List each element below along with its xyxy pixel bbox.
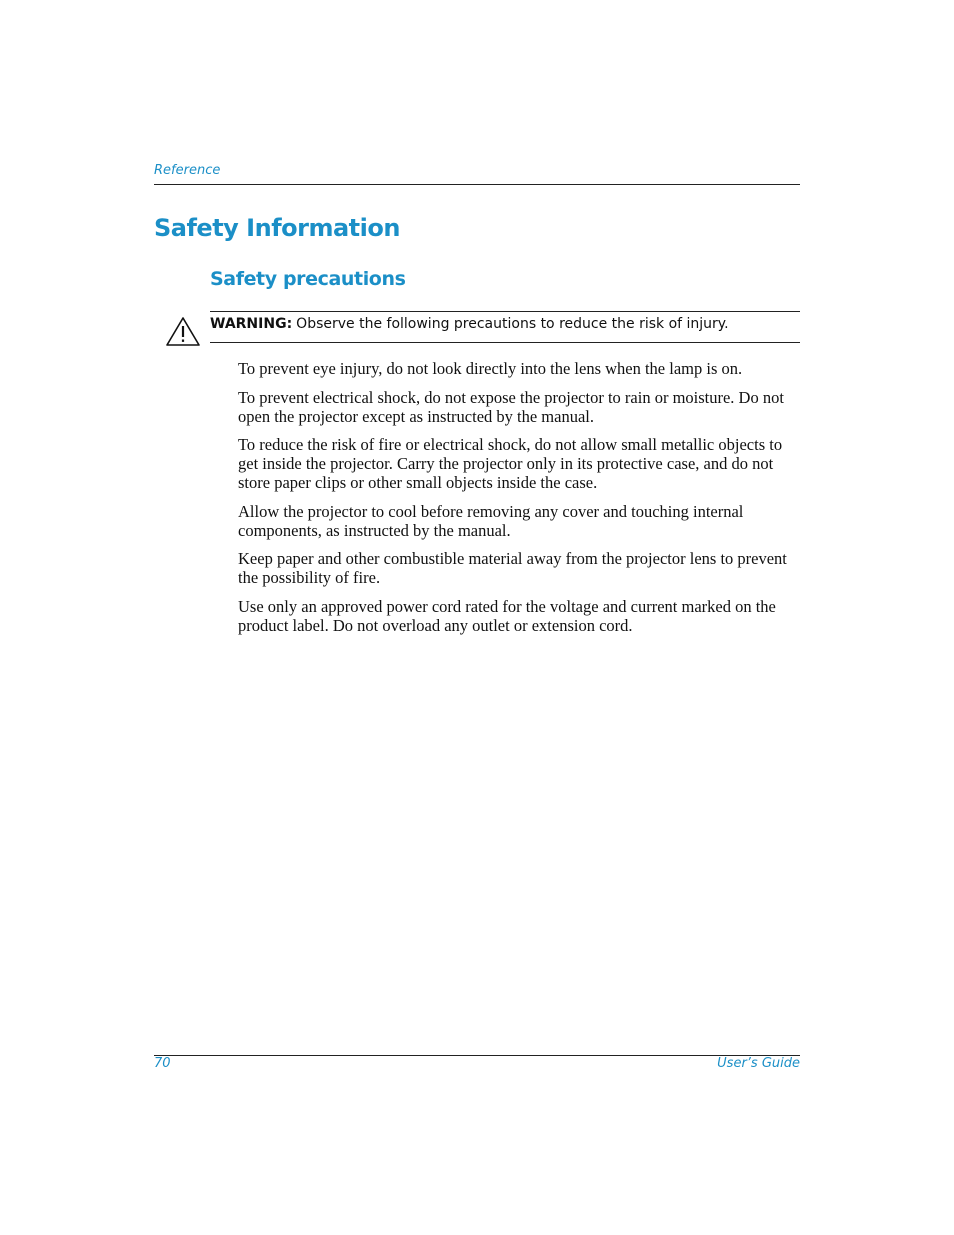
precaution-paragraph: Use only an approved power cord rated for the voltage and current marked on the product label. Do not overload any outlet or extension cord. bbox=[238, 596, 776, 635]
warning-top-rule bbox=[210, 311, 800, 312]
warning-label: WARNING: bbox=[210, 316, 293, 332]
precaution-paragraph: To prevent electrical shock, do not expose the projector to rain or moisture. Do not open the projector except as instructed by the manual. bbox=[238, 387, 784, 426]
warning-bottom-rule bbox=[210, 342, 800, 343]
warning-note bbox=[210, 316, 729, 332]
subsection-title: Safety precautions bbox=[210, 268, 406, 290]
section-title: Safety Information bbox=[154, 214, 400, 242]
precautions-list bbox=[238, 359, 802, 644]
footer-rule bbox=[154, 1055, 800, 1056]
header-rule bbox=[154, 184, 800, 185]
book-title: User’s Guide bbox=[717, 1056, 800, 1071]
page-number: 70 bbox=[154, 1056, 171, 1071]
precaution-paragraph: Keep paper and other combustible material away from the projector lens to prevent the possibility of fire. bbox=[238, 549, 787, 587]
running-head: Reference bbox=[154, 163, 221, 178]
warning-text: Observe the following precautions to reduce the risk of injury. bbox=[296, 316, 729, 332]
precaution-paragraph: Allow the projector to cool before removing any cover and touching internal components, as instructed by the manual. bbox=[238, 501, 744, 540]
precaution-paragraph: To prevent eye injury, do not look directly into the lens when the lamp is on. bbox=[238, 359, 743, 378]
warning-triangle-icon bbox=[165, 316, 201, 347]
precaution-paragraph: To reduce the risk of fire or electrical shock, do not allow small metallic objects to get inside the projector. Carry the projector only in its protective case, and do not store paper clips or other small objects inside the case. bbox=[238, 435, 783, 492]
